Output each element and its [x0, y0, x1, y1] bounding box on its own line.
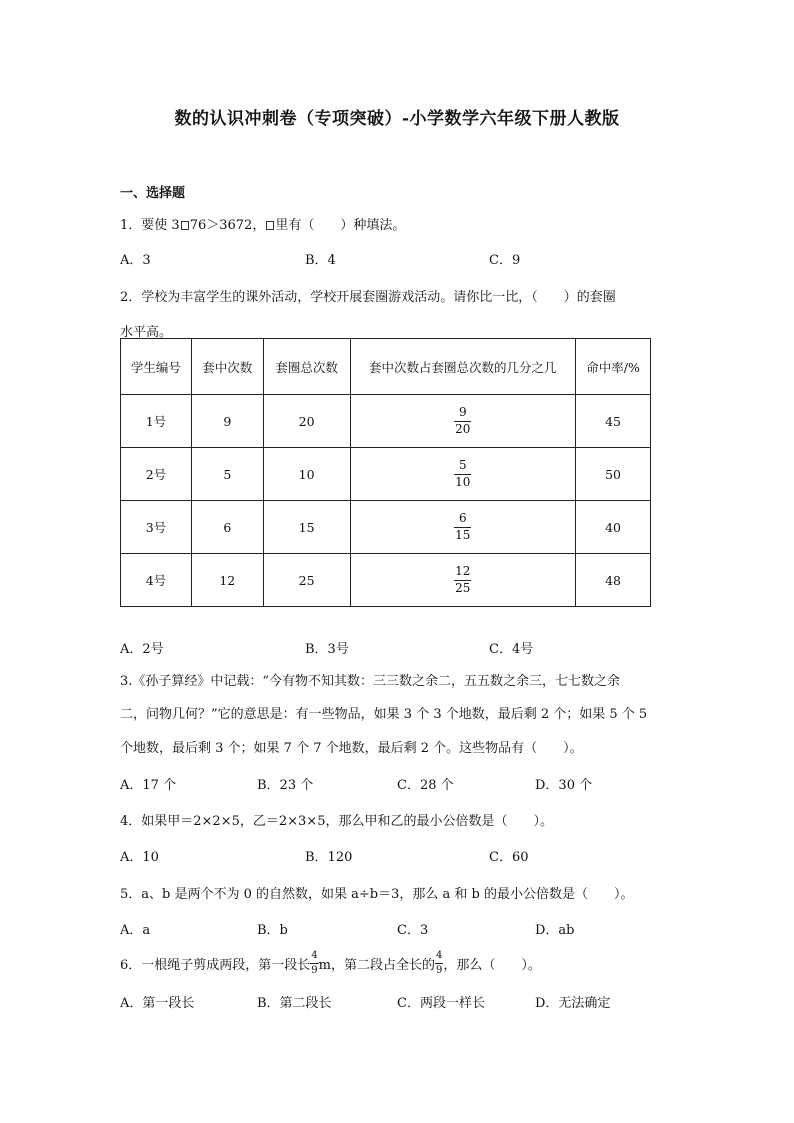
cell-hits: 12 [191, 554, 263, 607]
table-header-row [121, 339, 651, 395]
q5-option-a[interactable]: A．a [120, 923, 151, 938]
blank-box-icon [181, 221, 189, 230]
page-title: 数的认识冲刺卷（专项突破）-小学数学六年级下册人教版 [174, 109, 620, 129]
header-student-id: 学生编号 [121, 339, 192, 395]
cell-hits: 5 [191, 448, 263, 501]
section-heading: 一、选择题 [120, 186, 186, 201]
table-row [121, 448, 651, 501]
fraction [435, 950, 443, 976]
q5-option-b[interactable]: B．b [257, 923, 288, 938]
fraction [454, 512, 471, 543]
fraction-denominator: 9 [311, 964, 318, 976]
fraction-denominator: 25 [455, 580, 471, 595]
q6-option-b[interactable]: B．第二段长 [257, 996, 332, 1011]
blank-box-icon [266, 221, 274, 230]
question-2-line-1: 2．学校为丰富学生的课外活动，学校开展套圈游戏活动。请你比一比，（ ）的套圈 [120, 290, 616, 305]
question-5: 5．a、b 是两个不为 0 的自然数，如果 a÷b＝3，那么 a 和 b 的最小公倍数是（ ）。 [120, 887, 634, 902]
cell-student-id: 3号 [121, 501, 192, 554]
q2-option-c[interactable]: C．4号 [489, 642, 534, 657]
q6-option-c[interactable]: C．两段一样长 [397, 996, 485, 1011]
q6-option-d[interactable]: D．无法确定 [535, 996, 611, 1011]
fraction [454, 406, 471, 437]
question-6-text-b: m，第二段占全长的 [318, 957, 435, 973]
cell-fraction [350, 395, 576, 448]
q4-option-b[interactable]: B．120 [305, 850, 353, 865]
question-3-line-2: 二，问物几何？”它的意思是：有一些物品，如果 3 个 3 个地数，最后剩 2 个；如果 5 个 5 [120, 707, 648, 722]
q1-option-a[interactable]: A．3 [120, 253, 151, 268]
question-6 [120, 950, 541, 976]
fraction-denominator: 20 [455, 421, 471, 436]
table-row [121, 554, 651, 607]
header-total: 套圈总次数 [263, 339, 350, 395]
cell-rate: 45 [576, 395, 651, 448]
fraction-bar [310, 963, 318, 964]
cell-rate: 40 [576, 501, 651, 554]
fraction-denominator: 15 [455, 527, 471, 542]
fraction-denominator: 9 [435, 964, 443, 976]
question-1-text-c: 里有（ ）种填法。 [275, 218, 406, 233]
q6-option-a[interactable]: A．第一段长 [120, 996, 195, 1011]
cell-student-id: 4号 [121, 554, 192, 607]
q2-option-b[interactable]: B．3号 [305, 642, 349, 657]
question-6-text-a: 6．一根绳子剪成两段，第一段长 [120, 957, 311, 973]
header-hits: 套中次数 [191, 339, 263, 395]
cell-hits: 9 [191, 395, 263, 448]
fraction-numerator: 4 [311, 950, 318, 961]
fraction [454, 459, 471, 490]
q4-option-c[interactable]: C．60 [489, 850, 529, 865]
q2-option-a[interactable]: A．2号 [120, 642, 164, 657]
table-row [121, 395, 651, 448]
cell-rate: 48 [576, 554, 651, 607]
question-3-line-3: 个地数，最后剩 3 个；如果 7 个 7 个地数，最后剩 2 个。这些物品有（ ）。 [120, 741, 583, 756]
q3-option-c[interactable]: C．28 个 [397, 778, 454, 793]
question-4: 4．如果甲＝2×2×5，乙＝2×3×5，那么甲和乙的最小公倍数是（ ）。 [120, 814, 553, 829]
q5-option-c[interactable]: C．3 [397, 923, 429, 938]
question-1 [120, 214, 405, 233]
cell-hits: 6 [191, 501, 263, 554]
fraction [454, 565, 471, 596]
q3-option-a[interactable]: A．17 个 [120, 778, 177, 793]
fraction-numerator: 6 [458, 510, 467, 525]
q3-option-b[interactable]: B．23 个 [257, 778, 314, 793]
header-rate: 命中率/% [576, 339, 651, 395]
cell-total: 20 [263, 395, 350, 448]
q4-option-a[interactable]: A．10 [120, 850, 159, 865]
question-3-line-1: 3.《孙子算经》中记载：“今有物不知其数：三三数之余二，五五数之余三，七七数之余 [120, 674, 621, 689]
fraction-numerator: 9 [458, 404, 467, 419]
fraction [310, 950, 318, 976]
cell-rate: 50 [576, 448, 651, 501]
cell-student-id: 1号 [121, 395, 192, 448]
question-1-text-a: 1．要使 3 [120, 218, 180, 233]
hit-rate-table [120, 338, 651, 607]
table-row [121, 501, 651, 554]
cell-fraction [350, 448, 576, 501]
fraction-denominator: 10 [455, 474, 471, 489]
cell-fraction [350, 554, 576, 607]
cell-total: 10 [263, 448, 350, 501]
fraction-numerator: 12 [455, 563, 471, 578]
fraction-numerator: 4 [435, 950, 443, 961]
q1-option-c[interactable]: C．9 [489, 253, 521, 268]
q5-option-d[interactable]: D．ab [535, 923, 575, 938]
q1-option-b[interactable]: B．4 [305, 253, 336, 268]
fraction-bar [435, 963, 443, 964]
question-6-text-c: ，那么（ ）。 [443, 957, 541, 973]
header-fraction: 套中次数占套圈总次数的几分之几 [350, 339, 576, 395]
question-2-line-2: 水平高。 [120, 325, 173, 340]
cell-student-id: 2号 [121, 448, 192, 501]
cell-fraction [350, 501, 576, 554]
q3-option-d[interactable]: D．30 个 [535, 778, 593, 793]
question-1-text-b: 76＞3672， [189, 218, 266, 233]
cell-total: 25 [263, 554, 350, 607]
cell-total: 15 [263, 501, 350, 554]
fraction-numerator: 5 [458, 457, 467, 472]
